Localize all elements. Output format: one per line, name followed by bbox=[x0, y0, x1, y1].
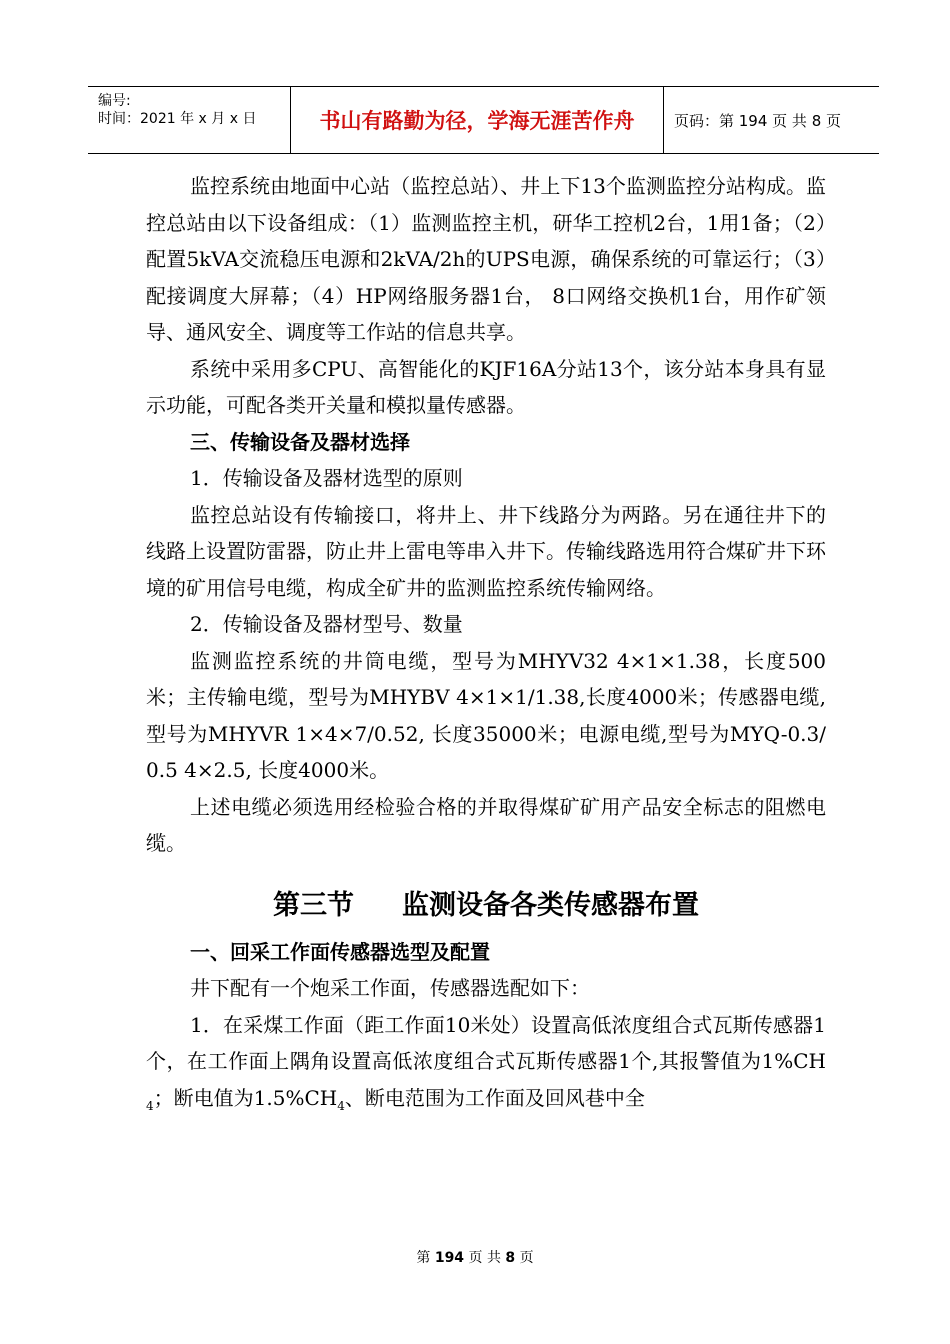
paragraph: 井下配有一个炮采工作面，传感器选配如下： bbox=[190, 976, 590, 1000]
paragraph: 监测监控系统的井筒电缆，型号为MHYV32 4×1×1.38，长度500米；主传输电缆，型号为MHYBV 4×1×1/1.38,长度4000米；传感器电缆,型号为MHYVR 1×4×7/0.52, 长度35000米；电源电缆,型号为MYQ-0.3/0.5 4×2.5, 长度4000米。 bbox=[146, 648, 826, 782]
section-number: 第三节 bbox=[273, 889, 354, 921]
section-title bbox=[146, 886, 826, 926]
paragraph bbox=[146, 1007, 826, 1125]
text-run: ；断电值为1.5%CH bbox=[153, 1085, 338, 1110]
footer-page-number: 194 bbox=[434, 1250, 465, 1266]
paragraph: 监控总站设有传输接口，将井上、井下线路分为两路。另在通往井下的线路上设置防雷器，防止井上雷电等串入井下。传输线路选用符合煤矿井下环境的矿用信号电缆，构成全矿井的监测监控系统传输网络。 bbox=[146, 502, 826, 600]
subheading: 2．传输设备及器材型号、数量 bbox=[190, 612, 463, 636]
heading-sensor: 一、回采工作面传感器选型及配置 bbox=[190, 939, 490, 964]
subheading: 1．传输设备及器材选型的原则 bbox=[190, 466, 463, 490]
page-footer bbox=[0, 1247, 950, 1267]
footer-total-pages: 8 bbox=[505, 1250, 516, 1266]
paragraph: 监控系统由地面中心站（监控总站）、井上下13个监测监控分站构成。监控总站由以下设备组成：（1）监测监控主机，研华工控机2台，1用1备；（2）配置5kVA交流稳压电源和2kVA/2h的UPS电源，确保系统的可靠运行；（3）配接调度大屏幕；（4）HP网络服务器1台， 8口网络交换机1台，用作矿领导、通风安全、调度等工作站的信息共享。 bbox=[146, 174, 826, 344]
header-page-info: 页码：第 194 页 共 8 页 bbox=[674, 111, 842, 130]
document-body bbox=[146, 168, 826, 1124]
text-run: 1．在采煤工作面（距工作面10米处）设置高低浓度组合式瓦斯传感器1个，在工作面上隅角设置高低浓度组合式瓦斯传感器1个,其报警值为1%CH bbox=[146, 1012, 826, 1073]
heading-transmission: 三、传输设备及器材选择 bbox=[190, 429, 410, 454]
subscript: 4 bbox=[146, 1098, 154, 1113]
footer-text: 页 共 bbox=[468, 1250, 501, 1266]
header-meta bbox=[88, 87, 291, 153]
header-motto: 书山有路勤为径，学海无涯苦作舟 bbox=[291, 87, 664, 153]
code-label: 编号: bbox=[98, 93, 131, 109]
text-run: 、断电范围为工作面及回风巷中全 bbox=[344, 1085, 645, 1110]
subscript: 4 bbox=[337, 1098, 345, 1113]
section-name: 监测设备各类传感器布置 bbox=[402, 889, 699, 921]
paragraph: 上述电缆必须选用经检验合格的并取得煤矿矿用产品安全标志的阻燃电缆。 bbox=[146, 794, 826, 855]
paragraph: 系统中采用多CPU、高智能化的KJF16A分站13个，该分站本身具有显示功能，可配各类开关量和模拟量传感器。 bbox=[146, 356, 826, 417]
footer-text: 页 bbox=[519, 1250, 534, 1266]
page-header bbox=[88, 86, 879, 154]
time-label: 时间：2021 年 x 月 x 日 bbox=[98, 111, 257, 127]
footer-text: 第 bbox=[416, 1250, 431, 1266]
